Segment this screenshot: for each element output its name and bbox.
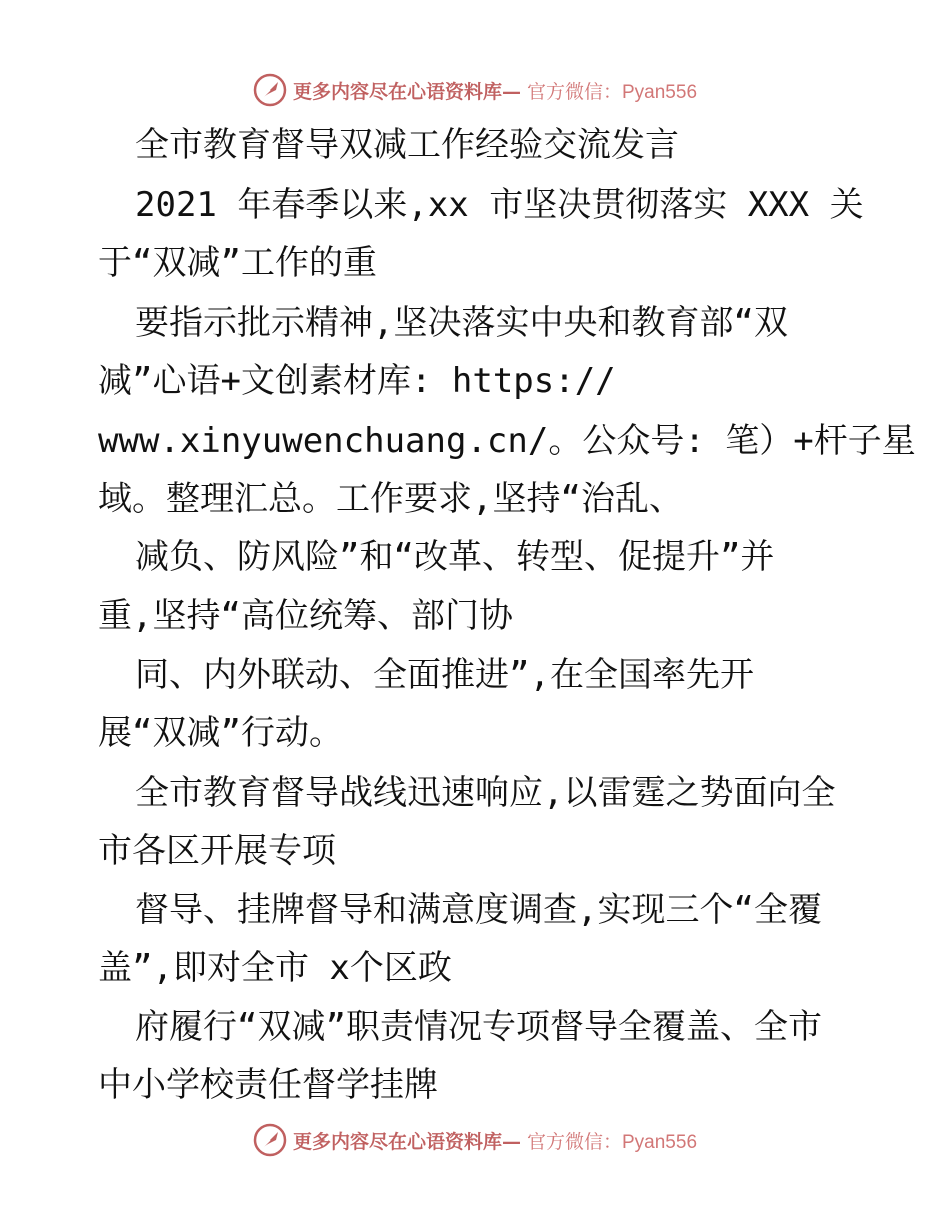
- paragraph-line: www.xinyuwenchuang.cn/。公众号: 笔）+杆子星: [98, 421, 916, 461]
- paragraph-line: 督导、挂牌督导和满意度调查,实现三个“全覆: [135, 890, 822, 930]
- header-watermark-banner: [0, 70, 950, 110]
- paragraph-line: 重,坚持“高位统筹、部门协: [98, 596, 513, 636]
- header-banner-content: [253, 73, 697, 107]
- paragraph-line: 展“双减”行动。: [98, 713, 343, 753]
- banner-contact: 官方微信：Pyan556: [527, 81, 698, 103]
- paragraph-line: 于“双减”工作的重: [98, 243, 377, 283]
- paragraph-line: 中小学校责任督学挂牌: [98, 1065, 438, 1105]
- paragraph-line: 市各区开展专项: [98, 831, 336, 871]
- paragraph-line: 府履行“双减”职责情况专项督导全覆盖、全市: [135, 1007, 822, 1047]
- paragraph-line: 减负、防风险”和“改革、转型、促提升”并: [135, 537, 775, 577]
- feather-pen-logo-icon: [253, 73, 287, 107]
- feather-pen-logo-icon: [253, 1123, 287, 1157]
- banner-contact: 官方微信：Pyan556: [527, 1131, 698, 1153]
- paragraph-line: 域。整理汇总。工作要求,坚持“治乱、: [98, 479, 683, 519]
- paragraph-line: 盖”,即对全市 x个区政: [98, 948, 452, 988]
- footer-banner-content: [253, 1123, 697, 1157]
- paragraph-line: 同、内外联动、全面推进”,在全国率先开: [135, 655, 754, 695]
- footer-watermark-banner: [0, 1120, 950, 1160]
- paragraph-line: 要指示批示精神,坚决落实中央和教育部“双: [135, 303, 788, 343]
- paragraph-line: 减”心语+文创素材库: https://: [98, 361, 616, 401]
- banner-text: 更多内容尽在心语资料库—: [292, 1130, 521, 1153]
- paragraph-line: 2021 年春季以来,xx 市坚决贯彻落实 XXX 关: [135, 185, 864, 225]
- document-title: 全市教育督导双减工作经验交流发言: [135, 125, 679, 165]
- banner-text: 更多内容尽在心语资料库—: [292, 80, 521, 103]
- paragraph-line: 全市教育督导战线迅速响应,以雷霆之势面向全: [135, 773, 836, 813]
